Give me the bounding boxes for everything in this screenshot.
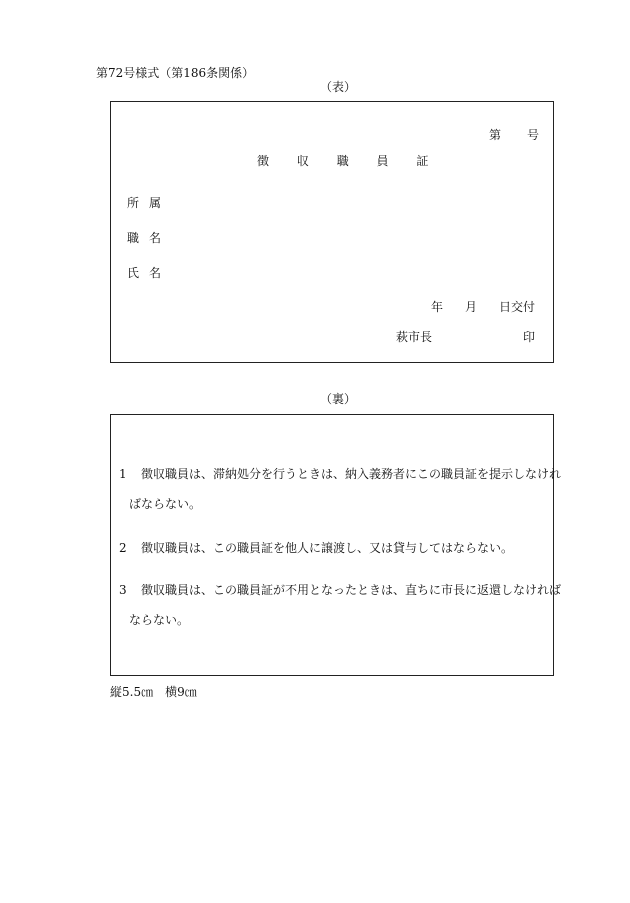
field-position: 職 名 bbox=[127, 231, 162, 245]
note-1-continued: ばならない。 bbox=[129, 497, 202, 511]
note-3: 3 徴収職員は、この職員証が不用となったときは、直ちに市長に返還しなければ bbox=[119, 583, 562, 597]
size-note: 縦5.5㎝ 横9㎝ bbox=[110, 685, 197, 699]
note-3-continued: ならない。 bbox=[129, 613, 190, 627]
number-go: 号 bbox=[527, 128, 540, 142]
number-dai: 第 bbox=[489, 128, 502, 142]
note-2: 2 徴収職員は、この職員証を他人に譲渡し、又は貸与してはならない。 bbox=[119, 541, 514, 555]
date-year: 年 bbox=[431, 300, 444, 314]
title-char: 員 bbox=[376, 154, 389, 168]
date-month: 月 bbox=[465, 300, 478, 314]
field-affiliation: 所 属 bbox=[127, 196, 162, 210]
back-side-label: （裏） bbox=[320, 392, 357, 406]
title-char: 徴 bbox=[257, 154, 270, 168]
front-card bbox=[110, 101, 554, 363]
issue-date-row bbox=[431, 298, 535, 315]
title-char: 収 bbox=[296, 154, 309, 168]
date-day: 日交付 bbox=[499, 300, 536, 314]
form-number-label: 第72号様式（第186条関係） bbox=[96, 66, 255, 80]
note-1: 1 徴収職員は、滞納処分を行うときは、納入義務者にこの職員証を提示しなけれ bbox=[119, 467, 562, 481]
card-number-row bbox=[489, 126, 539, 143]
card-title bbox=[257, 152, 428, 169]
front-side-label: （表） bbox=[320, 80, 357, 94]
title-char: 証 bbox=[416, 154, 429, 168]
field-name: 氏 名 bbox=[127, 266, 162, 280]
title-char: 職 bbox=[336, 154, 349, 168]
issuer-label: 萩市長 bbox=[396, 330, 433, 344]
seal-mark: 印 bbox=[523, 330, 536, 344]
back-card bbox=[110, 414, 562, 676]
